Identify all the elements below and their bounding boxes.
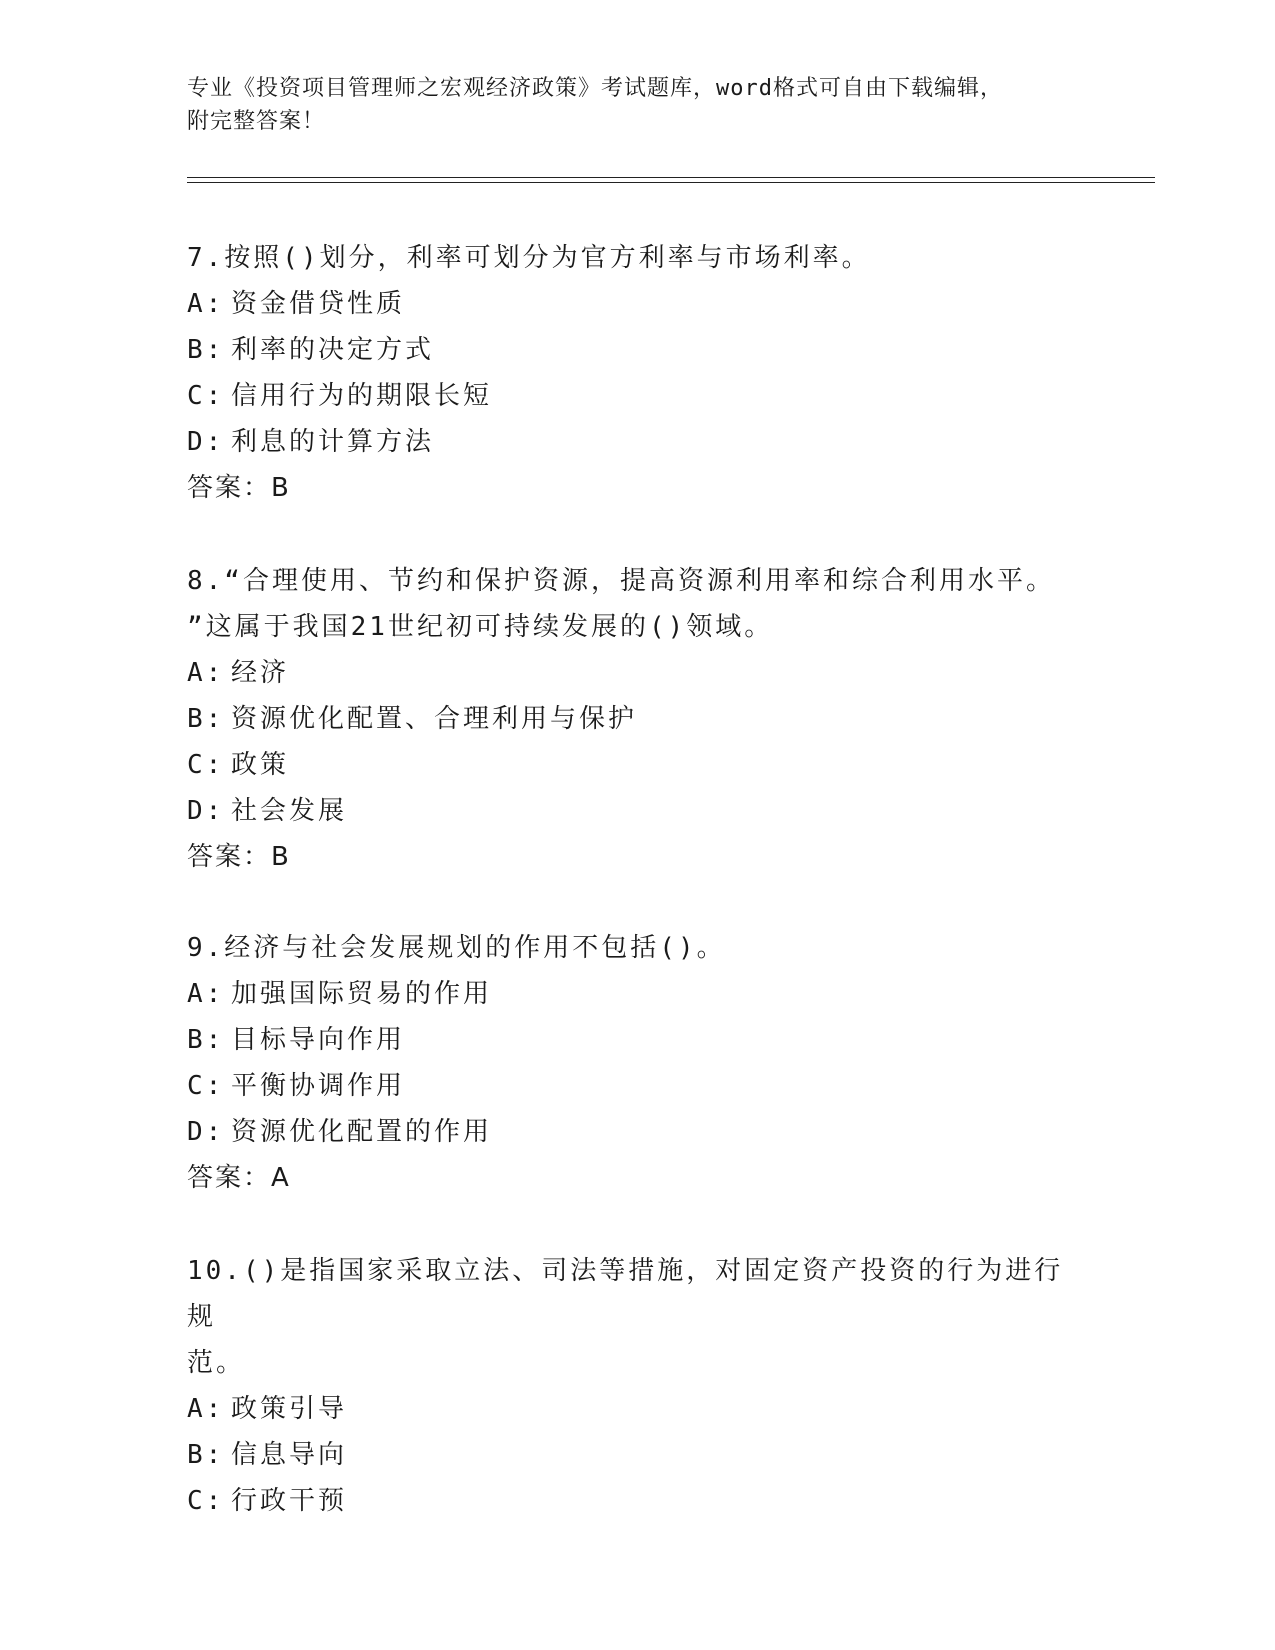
option-text: 资金借贷性质 [231,289,406,319]
option-letter: A: [187,289,225,319]
option-a [187,281,1087,327]
option-text: 政策 [231,750,290,780]
option-text: 平衡协调作用 [231,1071,406,1101]
option-text: 利率的决定方式 [231,335,435,365]
option-text: 信息导向 [231,1440,348,1470]
question-stem: 10.()是指国家采取立法、司法等措施，对固定资产投资的行为进行规 范。 [187,1256,1064,1378]
answer-line: 答案：B [187,473,291,503]
answer-line: 答案：A [187,1163,291,1193]
header-divider-bottom [187,182,1155,183]
option-b [187,696,1087,742]
header-divider-top [187,177,1155,178]
option-d [187,419,1087,465]
option-text: 目标导向作用 [231,1025,406,1055]
option-letter: D: [187,427,225,457]
option-c [187,1063,1087,1109]
option-letter: B: [187,1025,225,1055]
option-a [187,971,1087,1017]
option-c [187,742,1087,788]
option-c [187,373,1087,419]
option-b [187,1432,1087,1478]
option-text: 信用行为的期限长短 [231,381,493,411]
question-8 [187,558,1087,880]
option-text: 经济 [231,658,290,688]
question-7 [187,235,1087,511]
option-text: 加强国际贸易的作用 [231,979,493,1009]
option-a [187,1386,1087,1432]
document-header [187,72,1087,138]
header-line-2: 附完整答案！ [187,109,326,134]
option-letter: D: [187,796,225,826]
option-letter: D: [187,1117,225,1147]
option-a [187,650,1087,696]
option-letter: A: [187,658,225,688]
option-letter: B: [187,1440,225,1470]
option-letter: A: [187,979,225,1009]
option-text: 政策引导 [231,1394,348,1424]
question-10 [187,1248,1087,1524]
question-stem: 8.“合理使用、节约和保护资源，提高资源利用率和综合利用水平。 ”这属于我国21世纪初可持续发展的()领域。 [187,566,1055,642]
option-letter: C: [187,381,225,411]
option-letter: B: [187,335,225,365]
option-text: 资源优化配置、合理利用与保护 [231,704,638,734]
option-b [187,1017,1087,1063]
question-stem: 7.按照()划分，利率可划分为官方利率与市场利率。 [187,243,871,273]
option-c [187,1478,1087,1524]
option-text: 利息的计算方法 [231,427,435,457]
option-letter: C: [187,1071,225,1101]
option-text: 行政干预 [231,1486,348,1516]
answer-line: 答案：B [187,842,291,872]
question-stem: 9.经济与社会发展规划的作用不包括()。 [187,933,726,963]
option-d [187,788,1087,834]
option-d [187,1109,1087,1155]
option-letter: C: [187,750,225,780]
option-text: 社会发展 [231,796,348,826]
option-text: 资源优化配置的作用 [231,1117,493,1147]
question-9 [187,925,1087,1201]
option-letter: B: [187,704,225,734]
option-letter: C: [187,1486,225,1516]
header-line-1: 专业《投资项目管理师之宏观经济政策》考试题库，word格式可自由下载编辑， [187,76,1003,101]
option-letter: A: [187,1394,225,1424]
option-b [187,327,1087,373]
